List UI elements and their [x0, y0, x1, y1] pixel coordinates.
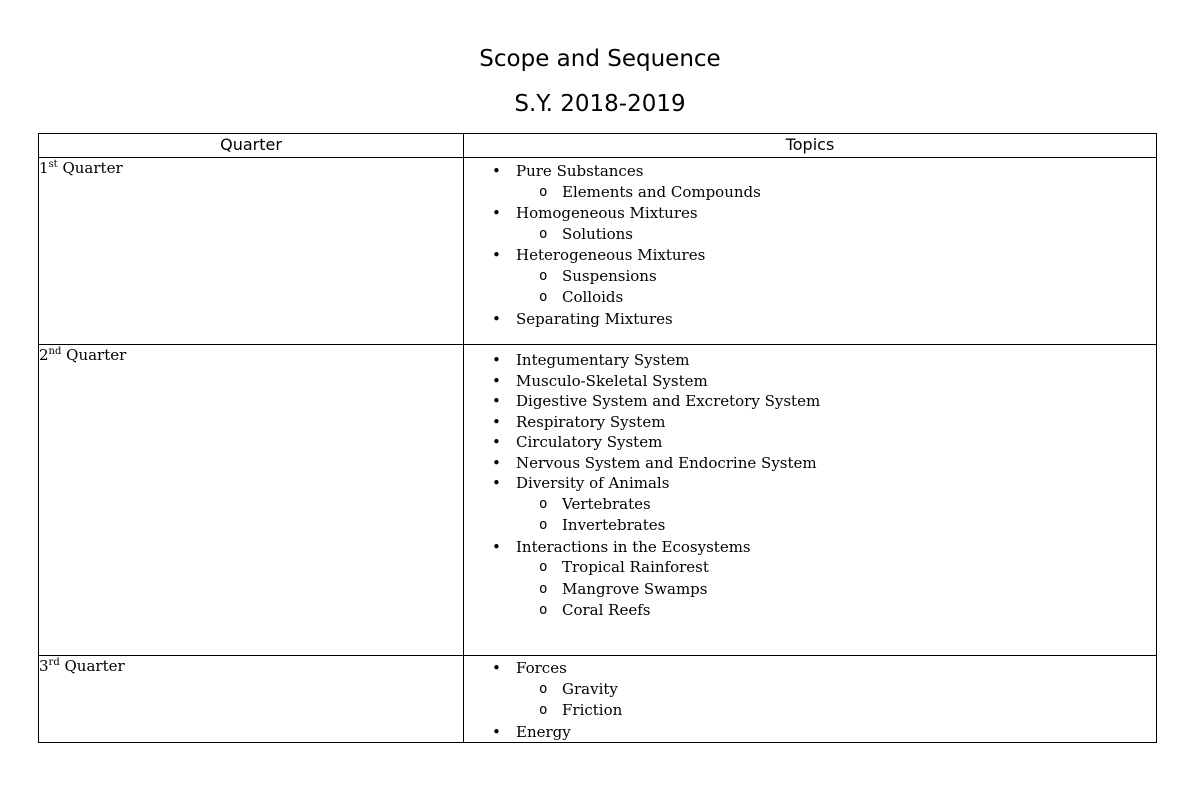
subtopic-list — [516, 557, 1156, 622]
topic-item — [492, 161, 1156, 203]
table-row — [39, 158, 1157, 345]
header-topics: Topics — [464, 134, 1157, 158]
topic-item — [492, 537, 1156, 622]
quarter-number: 3 — [39, 657, 49, 675]
topic-item — [492, 412, 1156, 433]
topic-item — [492, 350, 1156, 371]
subtopic-list — [516, 679, 1156, 722]
quarter-label: Quarter — [61, 346, 127, 364]
topic-label: • Circulatory System — [516, 433, 663, 451]
topic-item — [492, 309, 1156, 330]
topic-item — [492, 453, 1156, 474]
subtopic-item: o Mangrove Swamps — [539, 579, 1156, 601]
topic-item — [492, 391, 1156, 412]
topic-item — [492, 245, 1156, 309]
document-subtitle: S.Y. 2018-2019 — [514, 91, 686, 117]
subtopic-list — [516, 494, 1156, 537]
quarter-cell — [39, 345, 464, 656]
topic-label: • Musculo-Skeletal System — [516, 371, 708, 390]
topic-label: • Energy — [516, 722, 571, 741]
topic-list — [464, 161, 1156, 330]
topic-item — [492, 473, 1156, 537]
table-row — [39, 656, 1157, 743]
subtopic-item: o Vertebrates — [539, 494, 1156, 516]
topic-label: • Pure Substances — [516, 162, 644, 180]
table-row — [39, 345, 1157, 656]
subtopic-list — [516, 224, 1156, 246]
subtopic-item: o Coral Reefs — [539, 600, 1156, 622]
header-quarter: Quarter — [39, 134, 464, 158]
quarter-label: Quarter — [57, 159, 123, 177]
topic-item — [492, 722, 1156, 743]
topic-label: • Separating Mixtures — [516, 310, 673, 328]
topic-label: • Forces — [516, 659, 567, 677]
topic-item — [492, 432, 1156, 453]
subtopic-item: o Gravity — [539, 679, 1156, 701]
subtopic-list — [516, 266, 1156, 309]
topics-cell — [464, 345, 1157, 656]
topic-label: • Homogeneous Mixtures — [516, 204, 698, 222]
topic-label: • Nervous System and Endocrine System — [516, 453, 817, 472]
quarter-number: 2 — [39, 346, 49, 364]
subtopic-item: o Suspensions — [539, 266, 1156, 288]
subtopic-item: o Invertebrates — [539, 515, 1156, 537]
quarter-cell — [39, 158, 464, 345]
topic-label: • Interactions in the Ecosystems — [516, 537, 751, 556]
subtopic-item: o Colloids — [539, 287, 1156, 309]
document-title: Scope and Sequence — [479, 46, 721, 72]
quarter-ordinal-suffix: nd — [48, 346, 62, 357]
subtopic-list — [516, 182, 1156, 204]
topic-item — [492, 371, 1156, 392]
topic-item — [492, 203, 1156, 245]
topics-cell — [464, 158, 1157, 345]
subtopic-item: o Solutions — [539, 224, 1156, 246]
topic-list — [464, 350, 1156, 622]
quarter-ordinal-suffix: st — [48, 159, 58, 170]
subtopic-item: o Friction — [539, 700, 1156, 722]
topic-label: • Respiratory System — [516, 412, 666, 431]
quarter-cell — [39, 656, 464, 743]
topic-label: • Digestive System and Excretory System — [516, 392, 821, 410]
topic-label: • Integumentary System — [516, 351, 690, 369]
quarter-ordinal-suffix: rd — [48, 657, 60, 668]
subtopic-item: o Elements and Compounds — [539, 182, 1156, 204]
topic-item — [492, 658, 1156, 722]
scope-sequence-table — [38, 133, 1157, 743]
topics-cell — [464, 656, 1157, 743]
quarter-number: 1 — [39, 159, 49, 177]
quarter-label: Quarter — [59, 657, 125, 675]
topic-label: • Heterogeneous Mixtures — [516, 246, 706, 264]
subtopic-item: o Tropical Rainforest — [539, 557, 1156, 579]
topic-label: • Diversity of Animals — [516, 474, 670, 492]
table-header-row — [39, 134, 1157, 158]
topic-list — [464, 658, 1156, 742]
